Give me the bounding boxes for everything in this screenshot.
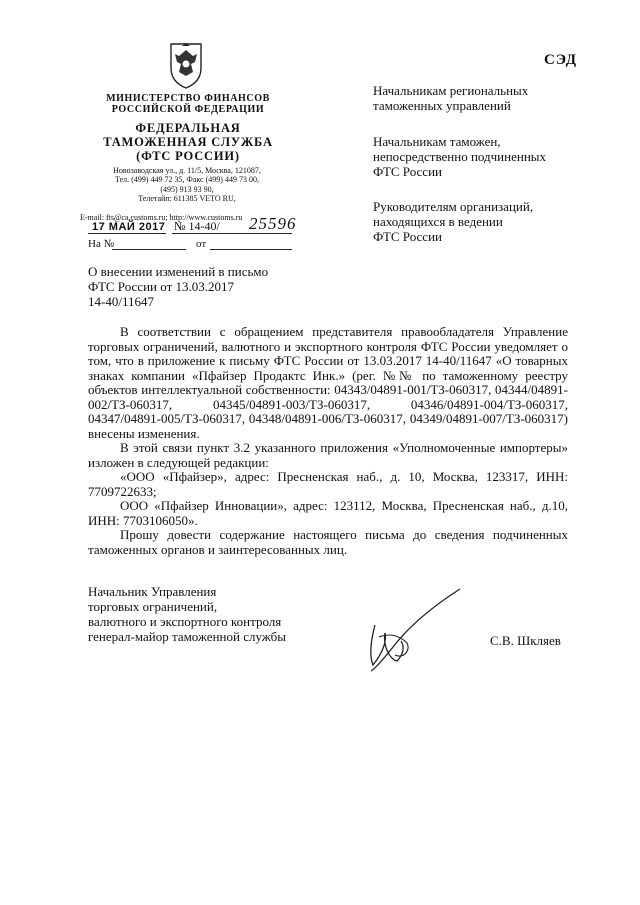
contact-email: E-mail: fts@ca.customs.ru; http://www.customs.ru	[80, 213, 243, 222]
handwritten-signature	[355, 585, 465, 675]
subject-line: 14-40/11647	[88, 294, 154, 309]
addressee-line: находящихся в ведении	[373, 214, 503, 229]
addressee-line: Начальникам таможен,	[373, 134, 501, 149]
ministry-name	[98, 93, 278, 115]
addressee-line: ФТС России	[373, 164, 442, 179]
number-underline	[172, 233, 292, 234]
body-paragraph-5: Прошу довести содержание настоящего письма до сведения подчиненных таможенных органов и заинтересованных лиц.	[88, 527, 568, 557]
contact-address: Новозаводская ул., д. 11/5, Москва, 121087,	[113, 166, 261, 175]
service-line-3: (ФТС РОССИИ)	[136, 149, 240, 163]
registration-date: 17 МАЙ 2017	[92, 221, 166, 233]
addressee-customs	[373, 134, 603, 179]
signatory-name: С.В. Шкляев	[490, 633, 561, 648]
reference-number-line	[112, 249, 186, 250]
contact-info	[80, 166, 294, 204]
addressee-line: Руководителям организаций,	[373, 199, 534, 214]
addressee-line: ФТС России	[373, 229, 442, 244]
reference-number-label: На №	[88, 238, 115, 250]
contact-phone-2: (495) 913 93 90,	[160, 184, 214, 194]
body-paragraph-1: В соответствии с обращением представителя правообладателя Управление торговых ограничений, валютного и экспортного контроля ФТС России уведомляет о том, что в приложение к письму ФТС России от 13.03.2017 14-40/11647 «О товарных знаках компании «Пфайзер Продактс Инк.» (рег. №№ по таможенному реестру объектов интеллектуальной собственности: 04343/04891-001/ТЗ-060317, 04344/04891-002/ТЗ-060317, 04345/04891-003/ТЗ-060317, 04346/04891-004/ТЗ-060317, 04347/04891-005/ТЗ-060317, 04348/04891-006/ТЗ-060317, 04349/04891-007/ТЗ-060317) внесены изменения.	[88, 324, 568, 441]
contact-phone-fax: Тел. (499) 449 72 35, Факс (499) 449 73 00,	[115, 175, 259, 185]
document-mark: СЭД	[544, 52, 578, 68]
addressee-line: таможенных управлений	[373, 98, 511, 113]
addressee-line: Начальникам региональных	[373, 83, 529, 98]
position-line: генерал-майор таможенной службы	[88, 629, 286, 644]
reference-date-line	[210, 249, 292, 250]
body-paragraph-4: ООО «Пфайзер Инновации», адрес: 123112, Москва, Пресненская наб., д.10, ИНН: 7703106050».	[88, 498, 568, 528]
subject-line: О внесении изменений в письмо	[88, 264, 269, 279]
contact-teletype: Телетайп: 611385 VETO RU,	[138, 194, 236, 204]
addressee-line: непосредственно подчиненных	[373, 149, 547, 164]
body-paragraph-3: «ООО «Пфайзер», адрес: Пресненская наб., д. 10, Москва, 123317, ИНН: 7709722633;	[88, 469, 568, 499]
position-line: Начальник Управления	[88, 584, 217, 599]
position-line: валютного и экспортного контроля	[88, 614, 282, 629]
reference-date-label: от	[196, 238, 207, 250]
registration-number-handwritten: 25596	[249, 214, 297, 233]
letter-body	[88, 325, 568, 557]
ministry-line-1: МИНИСТЕРСТВО ФИНАНСОВ	[106, 93, 270, 104]
letter-subject	[88, 264, 328, 309]
position-line: торговых ограничений,	[88, 599, 218, 614]
service-line-1: ФЕДЕРАЛЬНАЯ	[135, 121, 241, 135]
service-name	[98, 121, 278, 163]
addressee-regional	[373, 83, 603, 113]
service-line-2: ТАМОЖЕННАЯ СЛУЖБА	[103, 135, 273, 149]
ministry-line-2: РОССИЙСКОЙ ФЕДЕРАЦИИ	[111, 104, 265, 115]
coat-of-arms-emblem	[165, 40, 207, 90]
addressee-organizations	[373, 199, 603, 244]
signatory-position	[88, 584, 338, 644]
date-underline	[88, 233, 166, 234]
registration-number-prefix: № 14-40/	[174, 219, 220, 233]
subject-line: ФТС России от 13.03.2017	[88, 279, 235, 294]
body-paragraph-2: В этой связи пункт 3.2 указанного приложения «Уполномоченные импортеры» изложен в следующей редакции:	[88, 440, 568, 470]
